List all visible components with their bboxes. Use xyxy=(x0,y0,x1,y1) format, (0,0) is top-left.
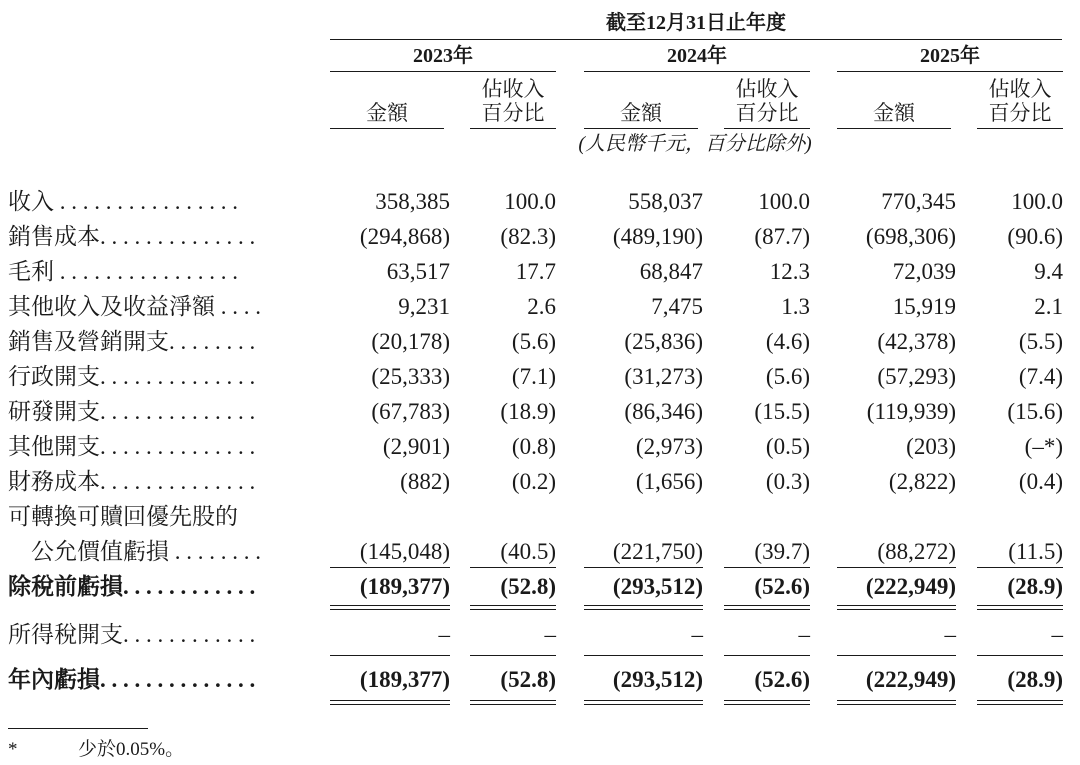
col-amount-2024: 金額 xyxy=(620,101,662,125)
percentage-cell: (0.5) xyxy=(765,434,810,459)
subhdr-underline xyxy=(584,128,698,129)
total-double-rule xyxy=(330,605,450,610)
col-amount-2023: 金額 xyxy=(366,101,408,125)
percentage-cell: – xyxy=(798,622,810,647)
amount-cell: (20,178) xyxy=(371,329,450,354)
row-label: 所得稅開支. . . . . . . . . . . . xyxy=(8,622,256,647)
total-rule xyxy=(837,655,956,656)
amount-cell: (222,949) xyxy=(865,574,956,599)
total-double-rule xyxy=(724,605,810,610)
total-rule xyxy=(470,567,556,568)
amount-cell: (2,822) xyxy=(888,469,956,494)
percentage-cell: 100.0 xyxy=(1011,189,1063,214)
total-rule xyxy=(977,567,1063,568)
total-double-rule xyxy=(330,700,450,705)
total-double-rule xyxy=(470,605,556,610)
amount-cell: – xyxy=(438,622,450,647)
subhdr-underline xyxy=(724,128,810,129)
percentage-cell: – xyxy=(1051,622,1063,647)
percentage-cell: 2.1 xyxy=(1034,294,1063,319)
total-double-rule xyxy=(837,700,956,705)
amount-cell: (25,333) xyxy=(371,364,450,389)
percentage-cell: (5.6) xyxy=(511,329,556,354)
subhdr-underline xyxy=(330,128,444,129)
percentage-cell: (28.9) xyxy=(1007,667,1063,692)
total-rule xyxy=(724,567,810,568)
percentage-cell: (28.9) xyxy=(1007,574,1063,599)
percentage-cell: (0.8) xyxy=(511,434,556,459)
year-2025-underline xyxy=(837,71,1063,72)
amount-cell: (67,783) xyxy=(371,399,450,424)
subhdr-underline xyxy=(837,128,951,129)
amount-cell: – xyxy=(691,622,703,647)
amount-cell: (2,973) xyxy=(635,434,703,459)
unit-note: (人民幣千元，百分比除外) xyxy=(578,133,812,155)
row-label: 研發開支. . . . . . . . . . . . . . xyxy=(8,399,256,424)
percentage-cell: 1.3 xyxy=(781,294,810,319)
percentage-cell: (52.6) xyxy=(754,667,810,692)
footnote-marker: * xyxy=(8,739,18,760)
row-label: 其他收入及收益淨額 . . . . xyxy=(8,294,261,319)
total-double-rule xyxy=(977,700,1063,705)
row-label: 毛利 . . . . . . . . . . . . . . . . xyxy=(8,259,238,284)
row-label: 其他開支. . . . . . . . . . . . . . xyxy=(8,434,256,459)
total-double-rule xyxy=(837,605,956,610)
percentage-cell: (52.8) xyxy=(500,574,556,599)
year-2024: 2024年 xyxy=(667,45,727,67)
total-rule xyxy=(584,655,703,656)
amount-cell: 72,039 xyxy=(892,259,956,284)
amount-cell: (882) xyxy=(400,469,450,494)
amount-cell: (42,378) xyxy=(877,329,956,354)
row-label: 可轉換可贖回優先股的 xyxy=(8,504,238,529)
percentage-cell: (0.3) xyxy=(765,469,810,494)
percentage-cell: 2.6 xyxy=(527,294,556,319)
amount-cell: 9,231 xyxy=(398,294,450,319)
row-label: 銷售及營銷開支. . . . . . . . xyxy=(8,329,256,354)
amount-cell: 358,385 xyxy=(375,189,450,214)
percentage-cell: 12.3 xyxy=(769,259,810,284)
amount-cell: (145,048) xyxy=(359,539,450,564)
total-double-rule xyxy=(584,700,703,705)
amount-cell: (293,512) xyxy=(612,574,703,599)
amount-cell: (189,377) xyxy=(359,574,450,599)
total-double-rule xyxy=(724,700,810,705)
percentage-cell: – xyxy=(544,622,556,647)
amount-cell: (203) xyxy=(906,434,956,459)
amount-cell: 7,475 xyxy=(651,294,703,319)
year-2023: 2023年 xyxy=(413,45,473,67)
total-rule xyxy=(977,655,1063,656)
amount-cell: 770,345 xyxy=(881,189,956,214)
percentage-cell: (18.9) xyxy=(500,399,556,424)
amount-cell: – xyxy=(944,622,956,647)
col-pct-2024: 佔收入 百分比 xyxy=(735,77,799,126)
amount-cell: 15,919 xyxy=(892,294,956,319)
col-pct-2025: 佔收入 百分比 xyxy=(988,77,1052,126)
row-label: 行政開支. . . . . . . . . . . . . . xyxy=(8,364,256,389)
subhdr-underline xyxy=(977,128,1063,129)
percentage-cell: (90.6) xyxy=(1007,224,1063,249)
year-2024-underline xyxy=(584,71,810,72)
amount-cell: (57,293) xyxy=(877,364,956,389)
percentage-cell: 9.4 xyxy=(1034,259,1063,284)
percentage-cell: (7.1) xyxy=(511,364,556,389)
percentage-cell: (52.8) xyxy=(500,667,556,692)
year-2023-underline xyxy=(330,71,556,72)
amount-cell: 558,037 xyxy=(628,189,703,214)
percentage-cell: (40.5) xyxy=(500,539,556,564)
period-title: 截至12月31日止年度 xyxy=(606,12,786,34)
col-pct-2023: 佔收入 百分比 xyxy=(481,77,545,126)
amount-cell: (221,750) xyxy=(612,539,703,564)
period-underline xyxy=(330,39,1062,40)
row-label: 收入 . . . . . . . . . . . . . . . . xyxy=(8,189,238,214)
subhdr-underline xyxy=(470,128,556,129)
total-rule xyxy=(724,655,810,656)
percentage-cell: 17.7 xyxy=(515,259,556,284)
percentage-cell: (0.4) xyxy=(1018,469,1063,494)
row-label: 公允價值虧損 . . . . . . . . xyxy=(8,539,261,564)
amount-cell: (2,901) xyxy=(382,434,450,459)
percentage-cell: (15.5) xyxy=(754,399,810,424)
row-label: 年內虧損. . . . . . . . . . . . . . xyxy=(8,667,256,692)
percentage-cell: (87.7) xyxy=(754,224,810,249)
amount-cell: (86,346) xyxy=(624,399,703,424)
amount-cell: (189,377) xyxy=(359,667,450,692)
amount-cell: (119,939) xyxy=(866,399,956,424)
amount-cell: 63,517 xyxy=(386,259,450,284)
amount-cell: (25,836) xyxy=(624,329,703,354)
row-label: 銷售成本. . . . . . . . . . . . . . xyxy=(8,224,256,249)
amount-cell: (293,512) xyxy=(612,667,703,692)
row-label: 除稅前虧損. . . . . . . . . . . . xyxy=(8,574,256,599)
total-double-rule xyxy=(977,605,1063,610)
col-amount-2025: 金額 xyxy=(873,101,915,125)
total-rule xyxy=(584,567,703,568)
percentage-cell: (4.6) xyxy=(765,329,810,354)
amount-cell: (31,273) xyxy=(624,364,703,389)
total-rule xyxy=(330,655,450,656)
percentage-cell: (7.4) xyxy=(1018,364,1063,389)
percentage-cell: (15.6) xyxy=(1007,399,1063,424)
total-double-rule xyxy=(470,700,556,705)
percentage-cell: (52.6) xyxy=(754,574,810,599)
percentage-cell: (11.5) xyxy=(1008,539,1063,564)
amount-cell: (1,656) xyxy=(635,469,703,494)
total-rule xyxy=(470,655,556,656)
footnote-rule xyxy=(8,728,148,729)
amount-cell: (88,272) xyxy=(877,539,956,564)
amount-cell: 68,847 xyxy=(639,259,703,284)
percentage-cell: (5.5) xyxy=(1018,329,1063,354)
amount-cell: (294,868) xyxy=(359,224,450,249)
percentage-cell: (0.2) xyxy=(511,469,556,494)
percentage-cell: (5.6) xyxy=(765,364,810,389)
amount-cell: (222,949) xyxy=(865,667,956,692)
row-label: 財務成本. . . . . . . . . . . . . . xyxy=(8,469,256,494)
percentage-cell: (82.3) xyxy=(500,224,556,249)
percentage-cell: 100.0 xyxy=(758,189,810,214)
amount-cell: (698,306) xyxy=(865,224,956,249)
total-rule xyxy=(837,567,956,568)
footnote-text: 少於0.05%。 xyxy=(78,739,185,760)
amount-cell: (489,190) xyxy=(612,224,703,249)
total-double-rule xyxy=(584,605,703,610)
total-rule xyxy=(330,567,450,568)
percentage-cell: (–*) xyxy=(1024,434,1063,459)
percentage-cell: (39.7) xyxy=(754,539,810,564)
year-2025: 2025年 xyxy=(920,45,980,67)
percentage-cell: 100.0 xyxy=(504,189,556,214)
